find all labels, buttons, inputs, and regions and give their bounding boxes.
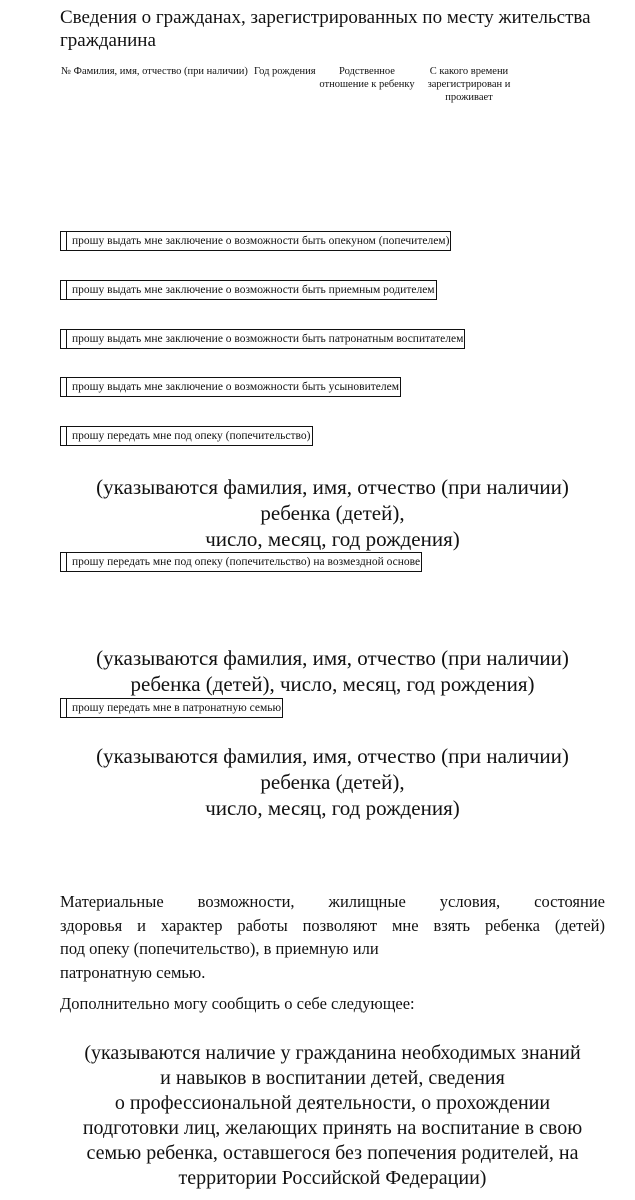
option-label: прошу выдать мне заключение о возможности быть опекуном (попечителем) <box>72 235 450 247</box>
checkbox-box[interactable] <box>61 330 67 348</box>
header-number-name: № Фамилия, имя, отчество (при наличии) <box>61 66 248 77</box>
header-registered-line: С какого времени <box>429 66 509 77</box>
note-line: (указываются наличие у гражданина необходимых знаний <box>84 1042 581 1064</box>
option-foster-parent-conclusion[interactable] <box>60 280 437 300</box>
checkbox-box[interactable] <box>61 553 67 571</box>
option-patronage-conclusion[interactable] <box>60 329 465 349</box>
note-line: о профессиональной деятельности, о прохождении <box>114 1092 551 1114</box>
option-transfer-patronage[interactable] <box>60 698 283 718</box>
option-label: прошу передать мне под опеку (попечительство) <box>72 430 311 442</box>
option-label: прошу выдать мне заключение о возможности быть патронатным воспитателем <box>72 333 464 345</box>
child-info-note <box>40 474 625 552</box>
note-line: (указываются фамилия, имя, отчество (при наличии) <box>96 475 569 499</box>
option-label: прошу передать мне в патронатную семью <box>72 702 282 714</box>
additional-info-label: Дополнительно могу сообщить о себе следующее: <box>60 994 415 1013</box>
checkbox-box[interactable] <box>61 232 67 250</box>
header-relation-line: отношение к ребенку <box>319 79 415 90</box>
material-conditions-paragraph <box>60 890 605 984</box>
paragraph-line: под опеку (попечительство), в приемную или <box>60 939 379 958</box>
header-registered-line: зарегистрирован и <box>427 79 511 90</box>
note-line: число, месяц, год рождения) <box>205 796 460 820</box>
option-transfer-guardianship-paid[interactable] <box>60 552 422 572</box>
option-label: прошу выдать мне заключение о возможности быть усыновителем <box>72 381 399 393</box>
checkbox-box[interactable] <box>61 699 67 717</box>
child-info-note <box>40 645 625 697</box>
option-transfer-guardianship[interactable] <box>60 426 313 446</box>
note-line: (указываются фамилия, имя, отчество (при наличии) <box>96 646 569 670</box>
note-line: семью ребенка, оставшегося без попечения родителей, на <box>86 1142 579 1164</box>
paragraph-line: Материальные возможности, жилищные условия, состояние <box>60 892 605 911</box>
paragraph-line: здоровья и характер работы позволяют мне взять ребенка (детей) <box>60 915 605 935</box>
personal-info-note <box>40 1041 625 1191</box>
note-line: число, месяц, год рождения) <box>205 527 460 551</box>
child-info-note <box>40 743 625 821</box>
checkbox-box[interactable] <box>61 378 67 396</box>
checkbox-box[interactable] <box>61 281 67 299</box>
page-title: Сведения о гражданах, зарегистрированных по месту жительства гражданина <box>60 7 591 51</box>
header-registered-since <box>420 65 518 104</box>
option-guardian-conclusion[interactable] <box>60 231 451 251</box>
checkbox-box[interactable] <box>61 427 67 445</box>
header-birth-year: Год рождения <box>254 66 316 77</box>
note-line: подготовки лиц, желающих принять на воспитание в свою <box>82 1117 583 1139</box>
option-label: прошу выдать мне заключение о возможности быть приемным родителем <box>72 284 435 296</box>
option-adoption-conclusion[interactable] <box>60 377 401 397</box>
note-line: территории Российской Федерации) <box>178 1167 487 1189</box>
note-line: ребенка (детей), число, месяц, год рождения) <box>130 672 535 696</box>
note-line: и навыков в воспитании детей, сведения <box>160 1067 505 1089</box>
note-line: ребенка (детей), <box>260 770 405 794</box>
note-line: ребенка (детей), <box>260 501 405 525</box>
note-line: (указываются фамилия, имя, отчество (при наличии) <box>96 744 569 768</box>
paragraph-line: патронатную семью. <box>60 962 206 982</box>
header-registered-line: проживает <box>445 92 493 103</box>
header-relation-line: Родственное <box>339 66 395 77</box>
option-label: прошу передать мне под опеку (попечительство) на возмездной основе <box>72 556 421 568</box>
header-relation <box>314 65 420 91</box>
